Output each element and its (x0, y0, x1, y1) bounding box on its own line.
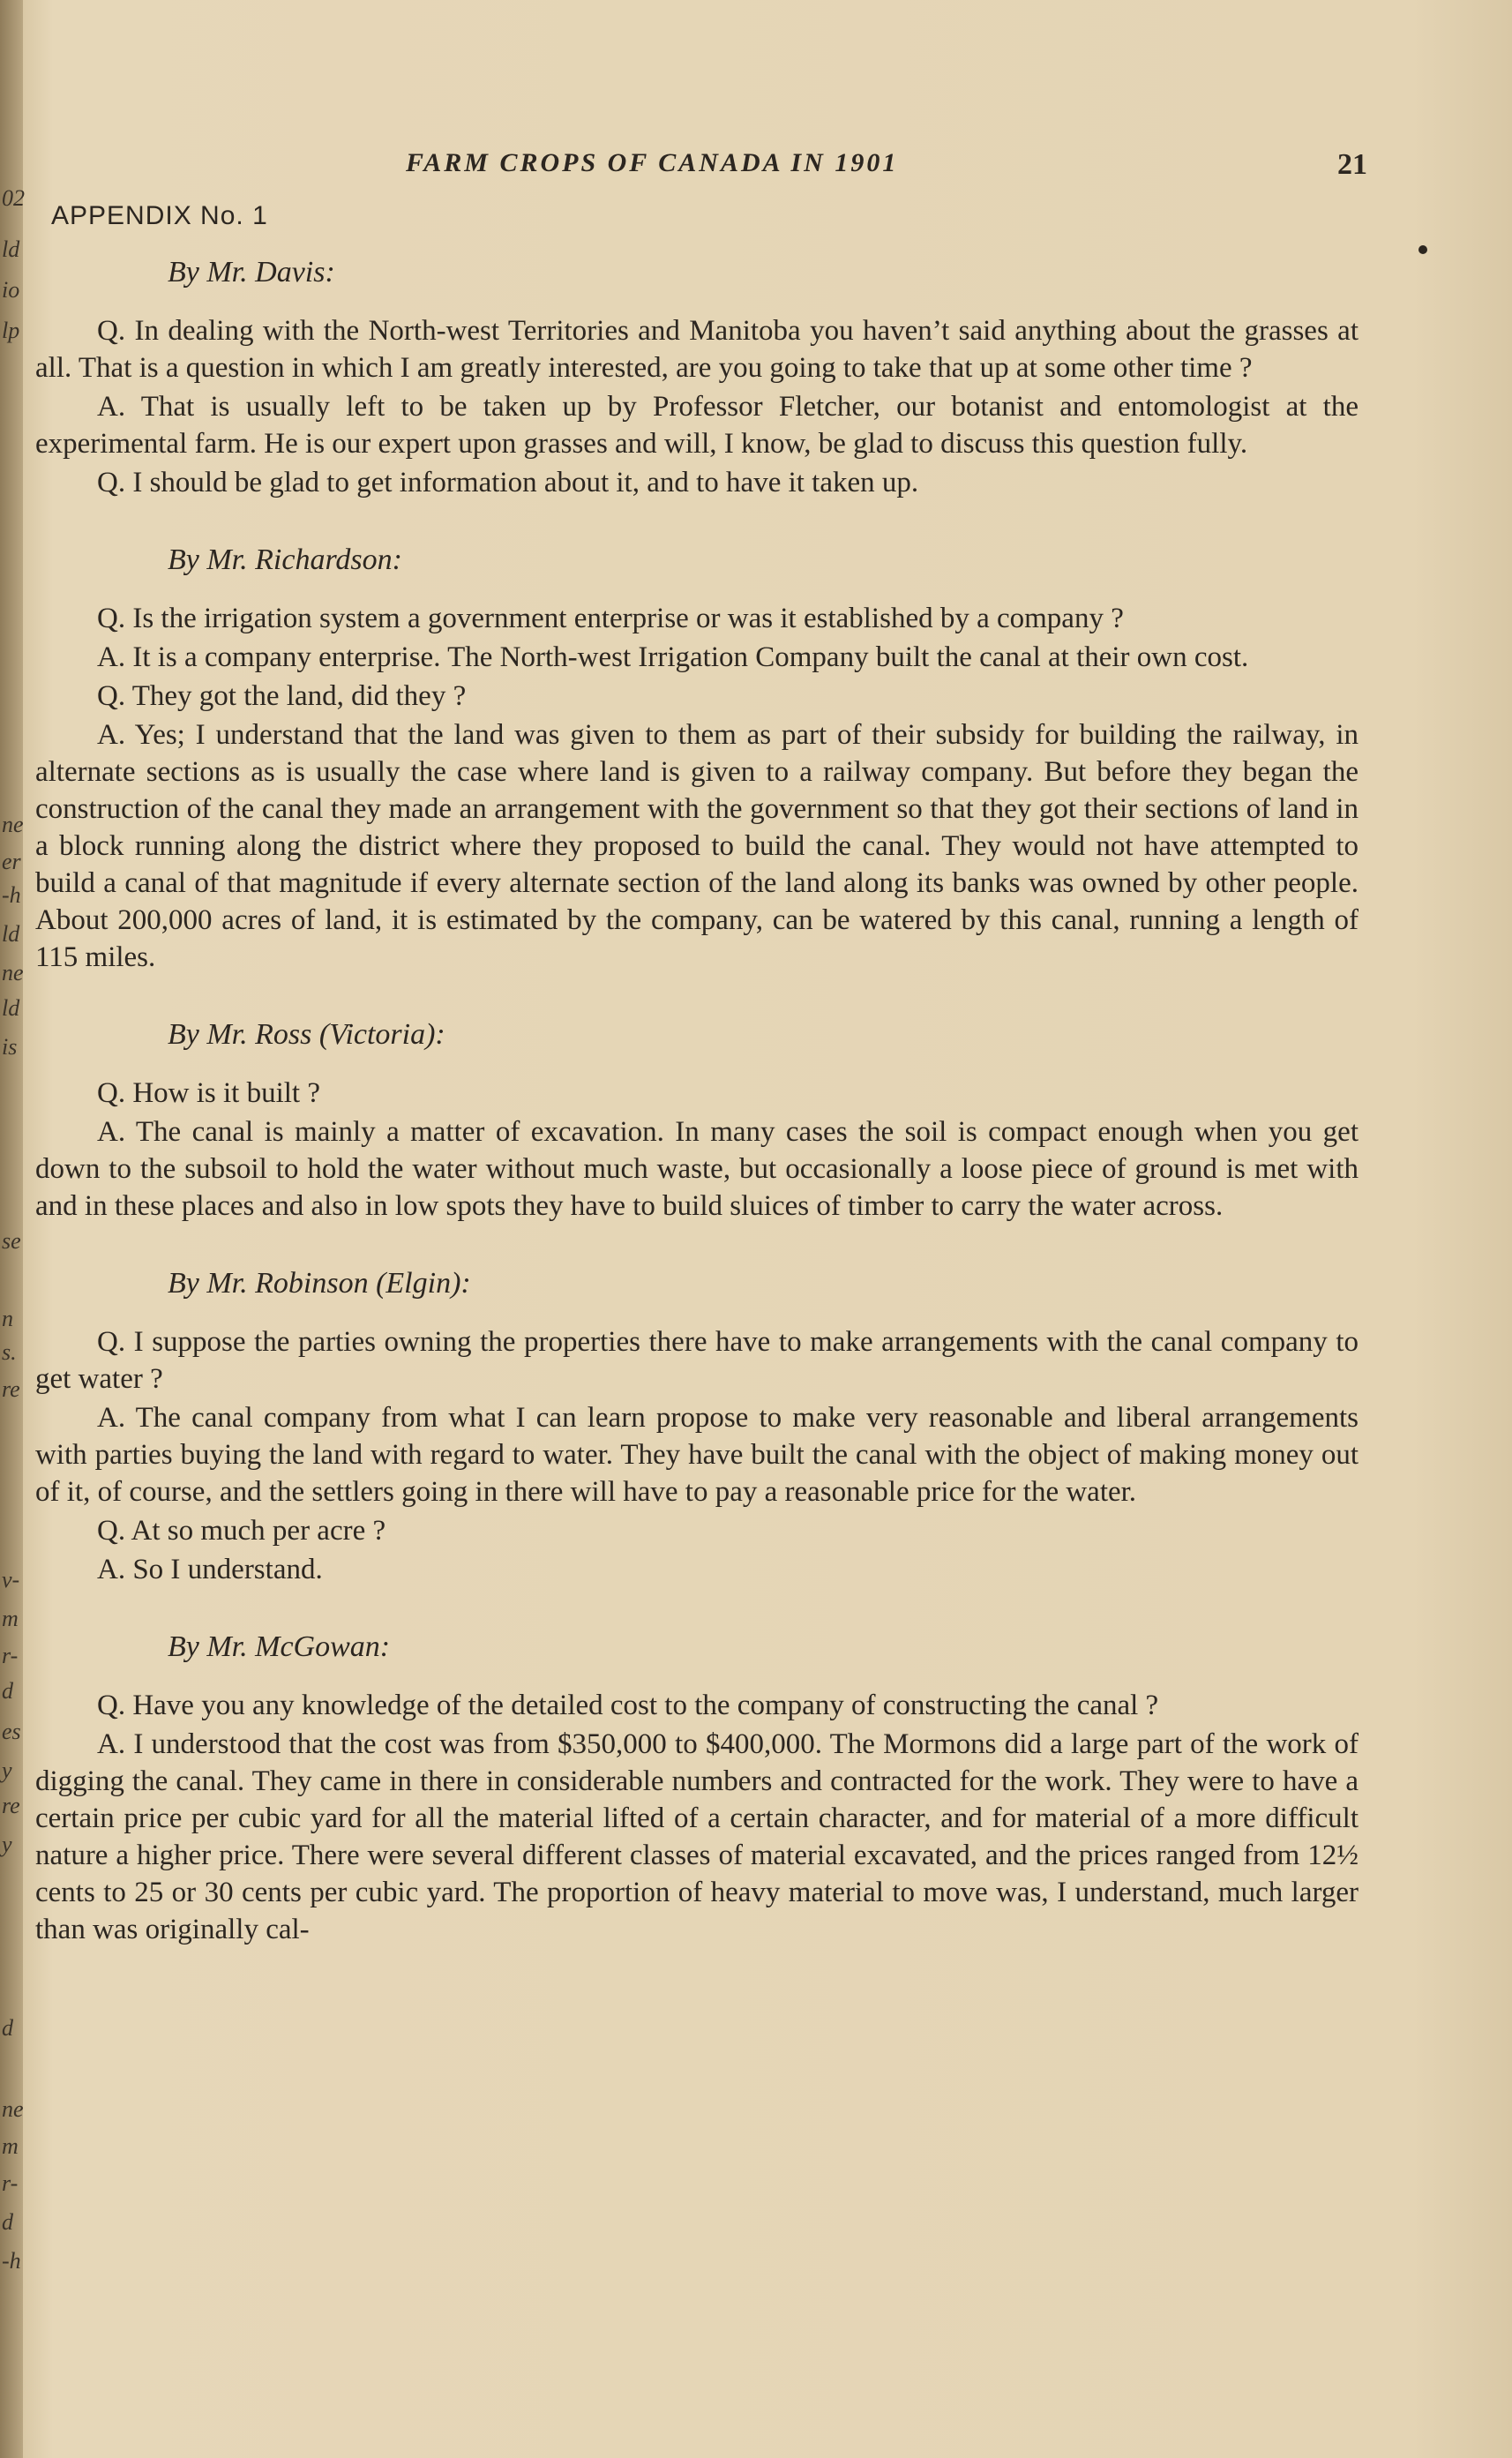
paragraph: A. Yes; I understand that the land was given to them as part of their subsidy for building the railway, in alternate sections as is usually the case where land is given to a railway company. But before they began the construction of the canal they made an arrangement with the government so that they got their sections of land in a block running along the district where they proposed to build the canal. They would not have attempted to build a canal of that magnitude if every alternate section of the land along its banks was owned by other people. About 200,000 acres of land, it is estimated by the company, can be watered by this canal, running a length of 115 miles. (35, 719, 1359, 973)
gutter-fragment: v- (2, 1567, 20, 1592)
gutter-fragment: lp (2, 318, 20, 343)
gutter-fragment: ne (2, 2096, 24, 2122)
gutter-fragment: -h (2, 882, 21, 908)
paragraph: A. I understood that the cost was from $350,000 to $400,000. The Mormons did a large part of the work of digging the canal. They came in there in considerable numbers and contracted for the work. They were to have a certain price per cubic yard for all the material lifted of a certain character, and for material of a more difficult nature a higher price. There were several different classes of material excavated, and the prices ranged from 12½ cents to 25 or 30 cents per cubic yard. The proportion of heavy material to move was, I understand, much larger than was originally cal- (35, 1728, 1359, 1945)
testimony-section (35, 1630, 1359, 1948)
gutter-fragment: se (2, 1228, 21, 1254)
running-title: FARM CROPS OF CANADA IN 1901 (406, 148, 899, 177)
gutter-fragment: n (2, 1306, 13, 1331)
ink-dot (1418, 245, 1427, 254)
paragraph: Q. I suppose the parties owning the properties there have to make arrangements with the canal company to get water ? (35, 1326, 1359, 1395)
paragraph: Q. I should be glad to get information about it, and to have it taken up. (97, 467, 919, 498)
speaker-heading: By Mr. Davis: (168, 256, 335, 289)
speaker-heading: By Mr. Ross (Victoria): (168, 1018, 445, 1051)
paragraph: Q. In dealing with the North-west Territories and Manitoba you haven’t said anything about the grasses at all. That is a question in which I am greatly interested, are you going to take that up at some other time ? (35, 315, 1359, 384)
testimony-section (35, 543, 1359, 976)
gutter-fragment: y (2, 1757, 12, 1783)
gutter-fragment: re (2, 1376, 20, 1402)
gutter-fragment: ld (2, 995, 20, 1021)
gutter-fragment: m (2, 2133, 19, 2159)
paragraph: Q. They got the land, did they ? (97, 680, 467, 712)
gutter-fragment: es (2, 1719, 21, 1744)
gutter-fragment: 02 (2, 185, 25, 211)
gutter-fragment: ld (2, 921, 20, 947)
gutter-fragment: is (2, 1034, 18, 1060)
gutter-fragment: r- (2, 2170, 19, 2196)
paragraph: Q. At so much per acre ? (97, 1515, 386, 1547)
gutter-fragment: io (2, 277, 20, 303)
testimony-section (35, 256, 1359, 501)
gutter-fragment: d (2, 2209, 13, 2235)
testimony-section (35, 1018, 1359, 1225)
paragraph: Q. Have you any knowledge of the detailed cost to the company of constructing the canal ? (97, 1690, 1159, 1721)
gutter-fragment: er (2, 849, 21, 874)
page-header (0, 148, 1512, 184)
paragraph: Q. Is the irrigation system a government enterprise or was it established by a company ? (97, 603, 1124, 634)
paragraph: A. It is a company enterprise. The North-west Irrigation Company built the canal at their own cost. (97, 641, 1249, 673)
appendix-label: APPENDIX No. 1 (51, 201, 268, 230)
gutter-fragment: r- (2, 1643, 19, 1668)
paragraph: A. So I understand. (97, 1554, 323, 1585)
page-number: 21 (1337, 148, 1367, 181)
gutter-fragment: y (2, 1832, 12, 1857)
testimony-section (35, 1267, 1359, 1588)
speaker-heading: By Mr. Richardson: (168, 543, 402, 576)
gutter-fragment: s. (2, 1339, 17, 1365)
gutter-fragment: ne (2, 812, 24, 837)
gutter-fragment: m (2, 1606, 19, 1631)
paragraph: A. The canal is mainly a matter of excavation. In many cases the soil is compact enough when you get down to the subsoil to hold the water without much waste, but occasionally a loose piece of ground is met with and in these places and also in low spots they have to build sluices of timber to carry the water across. (35, 1116, 1359, 1222)
speaker-heading: By Mr. McGowan: (168, 1630, 391, 1663)
speaker-heading: By Mr. Robinson (Elgin): (168, 1267, 471, 1300)
paragraph: A. The canal company from what I can learn propose to make very reasonable and liberal arrangements with parties buying the land with regard to water. They have built the canal with the object of making money out of it, of course, and the settlers going in there will have to pay a reasonable price for the water. (35, 1402, 1359, 1508)
gutter-fragment: d (2, 2015, 13, 2041)
page-body (35, 256, 1359, 1990)
paragraph: Q. How is it built ? (97, 1077, 320, 1109)
gutter-fragment: re (2, 1793, 20, 1818)
gutter-fragment: d (2, 1678, 13, 1704)
gutter-fragment: -h (2, 2248, 21, 2274)
paragraph: A. That is usually left to be taken up by Professor Fletcher, our botanist and entomologist at the experimental farm. He is our expert upon grasses and will, I know, be glad to discuss this question fully. (35, 391, 1359, 460)
gutter-fragment: ld (2, 236, 20, 262)
gutter-fragment: ne (2, 960, 24, 985)
